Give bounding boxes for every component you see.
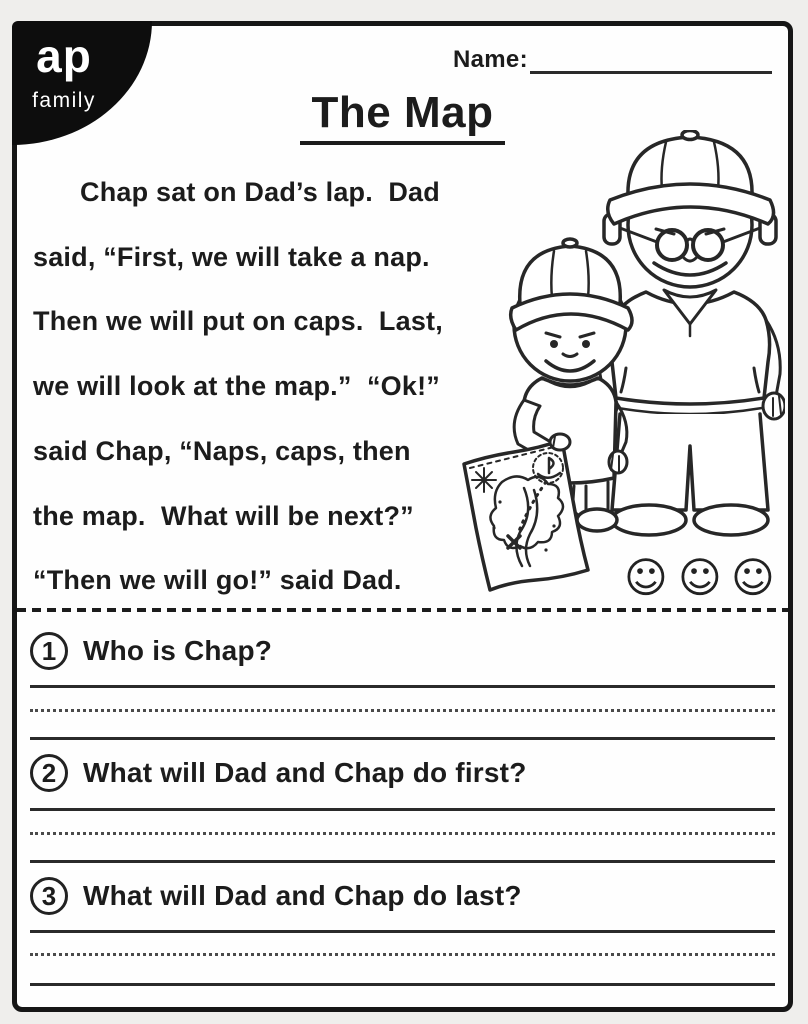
badge-family-text: family xyxy=(32,89,96,112)
illustration-dad-and-chap xyxy=(450,130,785,605)
question-number-badge: 3 xyxy=(30,877,68,915)
question-row-2 xyxy=(30,750,527,796)
reading-passage xyxy=(33,160,485,613)
smiley-icon: ☺ xyxy=(731,553,775,602)
section-divider xyxy=(17,608,788,612)
name-input-line[interactable] xyxy=(530,47,772,74)
smiley-icon: ☺ xyxy=(624,553,668,602)
passage-line: Chap sat on Dad’s lap. Dad xyxy=(80,177,440,207)
name-row xyxy=(453,46,772,74)
worksheet-page xyxy=(12,21,793,1012)
question-text: What will Dad and Chap do last? xyxy=(83,880,522,911)
passage-line: we will look at the map.” “Ok!” xyxy=(33,371,440,402)
question-row-3 xyxy=(30,873,522,919)
question-text: Who is Chap? xyxy=(83,635,273,666)
writing-line-dotted xyxy=(30,709,775,712)
answer-lines-3[interactable] xyxy=(30,930,775,988)
smiley-icon: ☺ xyxy=(678,553,722,602)
page-title: The Map xyxy=(300,88,506,145)
answer-lines-1[interactable] xyxy=(30,685,775,743)
passage-line: the map. What will be next?” xyxy=(33,500,414,531)
passage-line: “Then we will go!” said Dad. xyxy=(33,565,402,596)
passage-line: said Chap, “Naps, caps, then xyxy=(33,435,411,466)
badge-ap-text: ap xyxy=(36,30,92,82)
writing-line-solid xyxy=(30,808,775,811)
writing-line-solid xyxy=(30,685,775,688)
writing-line-dotted xyxy=(30,832,775,835)
question-number-badge: 2 xyxy=(30,754,68,792)
writing-line-solid xyxy=(30,983,775,986)
passage-line: Then we will put on caps. Last, xyxy=(33,306,443,337)
question-number-badge: 1 xyxy=(30,632,68,670)
writing-line-dotted xyxy=(30,953,775,956)
name-label: Name: xyxy=(453,46,528,73)
writing-line-solid xyxy=(30,860,775,863)
question-row-1 xyxy=(30,628,272,674)
passage-line: said, “First, we will take a nap. xyxy=(33,241,430,272)
question-text: What will Dad and Chap do first? xyxy=(83,757,527,788)
writing-line-solid xyxy=(30,930,775,933)
answer-lines-2[interactable] xyxy=(30,808,775,866)
writing-line-solid xyxy=(30,737,775,740)
